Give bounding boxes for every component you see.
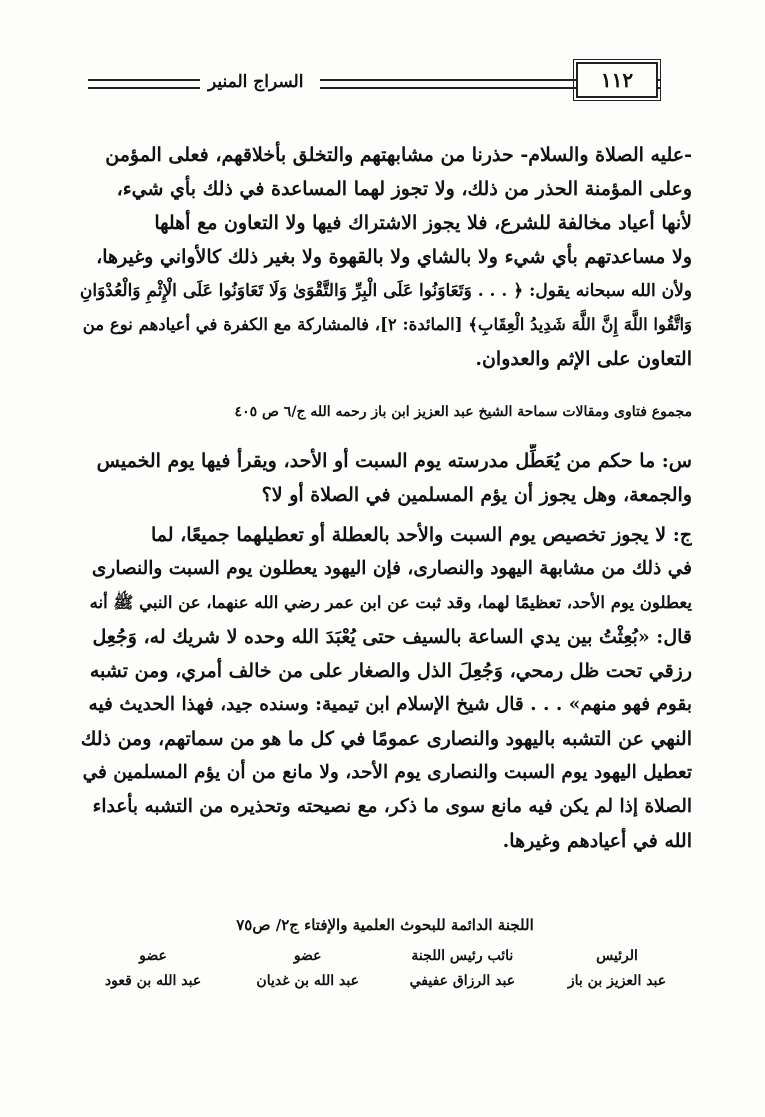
answer-line: ج: لا يجوز تخصيص يوم السبت والأحد بالعطلة أو تعطيلهما جميعًا، لما (151, 524, 692, 546)
answer-line: الله في أعيادهم وغيرها. (502, 830, 692, 852)
signatory-role: عضو (139, 948, 167, 964)
signatory-role: عضو (293, 948, 322, 964)
question-line: س: ما حكم من يُعَطِّل مدرسته يوم السبت أو الأحد، ويقرأ فيها يوم الخميس (96, 450, 692, 472)
header-rule-left (88, 79, 200, 89)
signatory (387, 944, 537, 994)
signatory-name: عبد الله بن غديان (256, 973, 359, 989)
signatory (78, 944, 228, 994)
source-citation: مجموع فتاوى ومقالات سماحة الشيخ عبد العزيز ابن باز رحمه الله ج/٦ ص ٤٠٥ (234, 404, 692, 420)
signatory-role: نائب رئيس اللجنة (411, 948, 514, 964)
paragraph-fatwa-intro (78, 138, 692, 376)
answer-line: رزقي تحت ظل رمحي، وَجُعِلَ الذل والصغار على من خالف أمري، ومن تشبه (89, 660, 692, 682)
text-line-quran: وَاتَّقُوا اللَّهَ إِنَّ اللَّهَ شَدِيدُ الْعِقَابِ﴾ [المائدة: ٢]، فالمشاركة مع الكفرة في أعيادهم نوع من (82, 315, 692, 334)
answer-line: النهي عن التشبه باليهود والنصارى عمومًا في كل ما هو من سماتهم، ومن ذلك (80, 728, 692, 750)
paragraph-question-answer (78, 444, 692, 858)
signatory-name: عبد الله بن قعود (104, 973, 202, 989)
text-line: التعاون على الإثم والعدوان. (475, 348, 692, 370)
answer-line: الصلاة إذا لم يكن فيه مانع سوى ما ذكر، مع نصيحته وتحذيره من التشبه بأعداء (92, 796, 692, 817)
answer-line: تعطيل اليهود يوم السبت والنصارى يوم الأحد، ولا مانع من أن يؤم المسلمين في (82, 762, 692, 783)
signatory (233, 944, 383, 994)
signatory-name: عبد الرزاق عفيفي (409, 973, 516, 989)
running-title: السراج المنير (208, 72, 304, 92)
text-line-quran: ولأن الله سبحانه يقول: ﴿ . . . وَتَعَاوَنُوا عَلَى الْبِرِّ وَالتَّقْوَىٰ وَلَا تَعَاوَنُوا عَلَى الْإِثْمِ وَالْعُدْوَانِ (79, 281, 692, 301)
signatory (542, 944, 692, 994)
text-line: ولا مساعدتهم بأي شيء ولا بالشاي ولا بالقهوة ولا بغير ذلك كالأواني وغيرها، (96, 246, 692, 268)
page-number: ١١٢ (576, 62, 658, 98)
text-line: لأنها أعياد مخالفة للشرع، فلا يجوز الاشتراك فيها ولا التعاون مع أهلها (154, 212, 692, 234)
signatory-name: عبد العزيز بن باز (567, 973, 667, 989)
page-header (76, 62, 696, 102)
answer-line: قال: «بُعِثْتُ بين يدي الساعة بالسيف حتى يُعْبَدَ الله وحده لا شريك له، وَجُعِل (92, 626, 692, 648)
committee-citation: اللجنة الدائمة للبحوث العلمية والإفتاء ج٢/ ص٧٥ (236, 916, 534, 934)
text-line: وعلى المؤمنة الحذر من ذلك، ولا تجوز لهما المساعدة في ذلك بأي شيء، (116, 178, 692, 200)
answer-line: بقوم فهو منهم» . . . قال شيخ الإسلام ابن تيمية: وسنده جيد، فهذا الحديث فيه (88, 694, 692, 715)
text-line: -عليه الصلاة والسلام- حذرنا من مشابهتهم والتخلق بأخلاقهم، فعلى المؤمن (105, 144, 692, 166)
answer-line: في ذلك من مشابهة اليهود والنصارى، فإن اليهود يعطلون يوم السبت والنصارى (91, 558, 692, 579)
answer-line: يعطلون يوم الأحد، تعظيمًا لهما، وقد ثبت عن ابن عمر رضي الله عنهما، عن النبي ﷺ أنه (89, 593, 692, 612)
question-line: والجمعة، وهل يجوز أن يؤم المسلمين في الصلاة أو لا؟ (261, 484, 692, 506)
signatories (78, 944, 692, 994)
signatory-role: الرئيس (596, 948, 638, 964)
